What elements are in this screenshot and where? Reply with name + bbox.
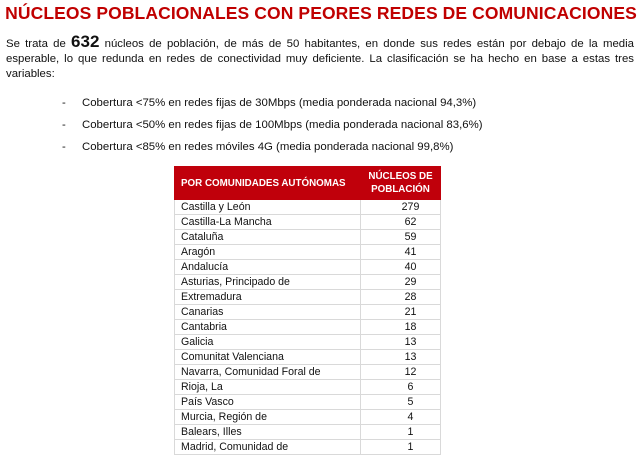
table-row [175,365,441,380]
region-name: Asturias, Principado de [175,275,361,290]
region-count: 29 [361,275,441,290]
region-count: 1 [361,425,441,440]
criteria-list [62,96,622,162]
region-count: 5 [361,395,441,410]
region-count: 40 [361,260,441,275]
intro-text-before: Se trata de [6,38,72,50]
region-count: 279 [361,200,441,215]
region-count: 62 [361,215,441,230]
table-row [175,410,441,425]
table-row [175,395,441,410]
table-row [175,245,441,260]
region-count: 6 [361,380,441,395]
bullet-dash: - [62,119,66,131]
region-name: Cantabria [175,320,361,335]
region-count: 21 [361,305,441,320]
table-row [175,425,441,440]
region-name: Galicia [175,335,361,350]
table-row [175,260,441,275]
table-row [175,350,441,365]
intro-text-after: núcleos de población, de más de 50 habitantes, en donde sus redes están por debajo de la media esperable, lo que redunda en redes de conectividad muy deficiente. La clasificación se ha hecho en base a estas tres variables: [6,38,634,80]
region-count: 28 [361,290,441,305]
region-count: 18 [361,320,441,335]
region-name: Andalucía [175,260,361,275]
criteria-item [62,140,622,162]
column-header-count-line1: NÚCLEOS DE [368,171,433,182]
region-name: Navarra, Comunidad Foral de [175,365,361,380]
region-count: 41 [361,245,441,260]
region-name: Rioja, La [175,380,361,395]
region-name: Castilla-La Mancha [175,215,361,230]
regions-table [174,166,441,455]
page-title: NÚCLEOS POBLACIONALES CON PEORES REDES DE COMUNICACIONES [5,3,637,23]
criteria-text: Cobertura <75% en redes fijas de 30Mbps (media ponderada nacional 94,3%) [82,97,477,109]
column-header-region: POR COMUNIDADES AUTÓNOMAS [175,167,361,200]
intro-paragraph [6,34,634,82]
table-row [175,440,441,455]
table-row [175,380,441,395]
region-count: 13 [361,335,441,350]
table-row [175,335,441,350]
table-row [175,290,441,305]
criteria-item [62,96,622,118]
region-name: Madrid, Comunidad de [175,440,361,455]
region-name: Canarias [175,305,361,320]
region-name: Aragón [175,245,361,260]
table-row [175,215,441,230]
criteria-text: Cobertura <50% en redes fijas de 100Mbps (media ponderada nacional 83,6%) [82,119,483,131]
region-name: Balears, Illes [175,425,361,440]
bullet-dash: - [62,141,66,153]
table-row [175,320,441,335]
region-name: Comunitat Valenciana [175,350,361,365]
bullet-dash: - [62,97,66,109]
region-count: 59 [361,230,441,245]
table-row [175,305,441,320]
total-count: 632 [71,32,100,51]
region-name: Castilla y León [175,200,361,215]
table-row [175,200,441,215]
region-name: Murcia, Región de [175,410,361,425]
column-header-count-line2: POBLACIÓN [371,184,430,195]
region-name: Cataluña [175,230,361,245]
region-name: País Vasco [175,395,361,410]
criteria-item [62,118,622,140]
table-header-row [175,167,441,200]
column-header-count [361,167,441,200]
table-row [175,230,441,245]
region-count: 12 [361,365,441,380]
table-row [175,275,441,290]
region-count: 13 [361,350,441,365]
region-name: Extremadura [175,290,361,305]
region-count: 1 [361,440,441,455]
region-count: 4 [361,410,441,425]
criteria-text: Cobertura <85% en redes móviles 4G (media ponderada nacional 99,8%) [82,141,454,153]
